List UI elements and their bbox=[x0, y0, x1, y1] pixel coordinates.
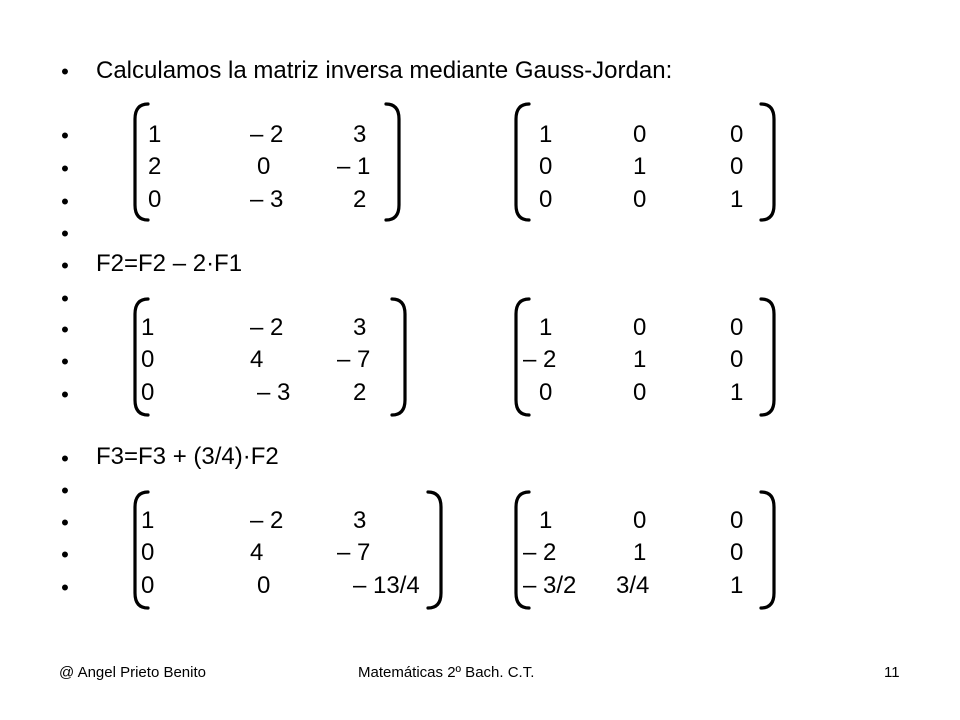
matrix-bracket-right bbox=[388, 296, 412, 418]
matrix-cell: – 7 bbox=[337, 539, 371, 566]
matrix-cell: 0 bbox=[730, 507, 744, 534]
matrix-cell: 0 bbox=[633, 314, 647, 341]
matrix-bracket-right bbox=[757, 101, 781, 223]
matrix-cell: 0 bbox=[539, 186, 553, 213]
matrix-cell: – 3 bbox=[250, 186, 284, 213]
matrix-cell: 0 bbox=[633, 507, 647, 534]
footer-page-number: 11 bbox=[884, 664, 900, 681]
matrix-cell: 0 bbox=[633, 121, 647, 148]
bullet: • bbox=[61, 286, 69, 311]
matrix-cell: 0 bbox=[730, 121, 744, 148]
bullet: • bbox=[61, 542, 69, 567]
matrix-cell: – 7 bbox=[337, 346, 371, 373]
matrix-cell: 0 bbox=[148, 186, 162, 213]
step-f2-text: F2=F2 – 2·F1 bbox=[96, 250, 243, 277]
matrix-cell: 2 bbox=[148, 153, 162, 180]
matrix-cell: 0 bbox=[730, 346, 744, 373]
matrix-cell: 4 bbox=[250, 539, 264, 566]
footer-course: Matemáticas 2º Bach. C.T. bbox=[358, 664, 535, 681]
matrix-cell: 1 bbox=[633, 346, 647, 373]
matrix-cell: – 3 bbox=[257, 379, 291, 406]
matrix-cell: 1 bbox=[633, 539, 647, 566]
matrix-cell: 4 bbox=[250, 346, 264, 373]
matrix-cell: – 2 bbox=[250, 314, 284, 341]
bullet: • bbox=[61, 156, 69, 181]
matrix-cell: 0 bbox=[730, 539, 744, 566]
matrix-cell: 1 bbox=[148, 121, 162, 148]
matrix-cell: – 2 bbox=[250, 121, 284, 148]
matrix-bracket-right bbox=[424, 489, 448, 611]
matrix-cell: – 3/2 bbox=[523, 572, 577, 599]
matrix-cell: 0 bbox=[141, 539, 155, 566]
matrix-cell: 0 bbox=[257, 153, 271, 180]
matrix-cell: – 2 bbox=[250, 507, 284, 534]
bullet: • bbox=[61, 478, 69, 503]
matrix-cell: 1 bbox=[539, 507, 553, 534]
bullet: • bbox=[61, 446, 69, 471]
matrix-cell: – 13/4 bbox=[353, 572, 420, 599]
matrix-cell: 0 bbox=[257, 572, 271, 599]
bullet: • bbox=[61, 382, 69, 407]
matrix-cell: 0 bbox=[141, 572, 155, 599]
matrix-bracket-right bbox=[757, 489, 781, 611]
matrix-cell: 1 bbox=[141, 314, 155, 341]
step-f3-text: F3=F3 + (3/4)·F2 bbox=[96, 443, 279, 470]
matrix-cell: – 1 bbox=[337, 153, 371, 180]
matrix-cell: 2 bbox=[353, 186, 367, 213]
matrix-cell: 0 bbox=[141, 379, 155, 406]
matrix-cell: – 2 bbox=[523, 346, 557, 373]
footer-author: @ Angel Prieto Benito bbox=[59, 664, 206, 681]
matrix-cell: 1 bbox=[539, 121, 553, 148]
bullet: • bbox=[61, 349, 69, 374]
matrix-cell: 0 bbox=[730, 153, 744, 180]
bullet: • bbox=[61, 253, 69, 278]
matrix-cell: 0 bbox=[730, 314, 744, 341]
matrix-cell: 1 bbox=[730, 186, 744, 213]
matrix-cell: 1 bbox=[633, 153, 647, 180]
matrix-cell: 0 bbox=[539, 379, 553, 406]
matrix-cell: 0 bbox=[539, 153, 553, 180]
matrix-cell: 3 bbox=[353, 507, 367, 534]
bullet: • bbox=[61, 189, 69, 214]
bullet: • bbox=[61, 510, 69, 535]
matrix-cell: 1 bbox=[730, 379, 744, 406]
matrix-cell: 3/4 bbox=[616, 572, 650, 599]
matrix-cell: 3 bbox=[353, 121, 367, 148]
bullet: • bbox=[61, 221, 69, 246]
matrix-cell: – 2 bbox=[523, 539, 557, 566]
matrix-cell: 2 bbox=[353, 379, 367, 406]
matrix-cell: 1 bbox=[730, 572, 744, 599]
matrix-cell: 0 bbox=[633, 379, 647, 406]
bullet: • bbox=[61, 575, 69, 600]
matrix-bracket-left bbox=[509, 101, 533, 223]
bullet: • bbox=[61, 123, 69, 148]
matrix-bracket-right bbox=[757, 296, 781, 418]
bullet: • bbox=[61, 317, 69, 342]
intro-text: Calculamos la matriz inversa mediante Gauss-Jordan: bbox=[96, 57, 673, 84]
matrix-bracket-right bbox=[382, 101, 406, 223]
matrix-cell: 3 bbox=[353, 314, 367, 341]
matrix-cell: 1 bbox=[539, 314, 553, 341]
matrix-cell: 1 bbox=[141, 507, 155, 534]
matrix-cell: 0 bbox=[141, 346, 155, 373]
bullet: • bbox=[61, 59, 69, 84]
matrix-cell: 0 bbox=[633, 186, 647, 213]
